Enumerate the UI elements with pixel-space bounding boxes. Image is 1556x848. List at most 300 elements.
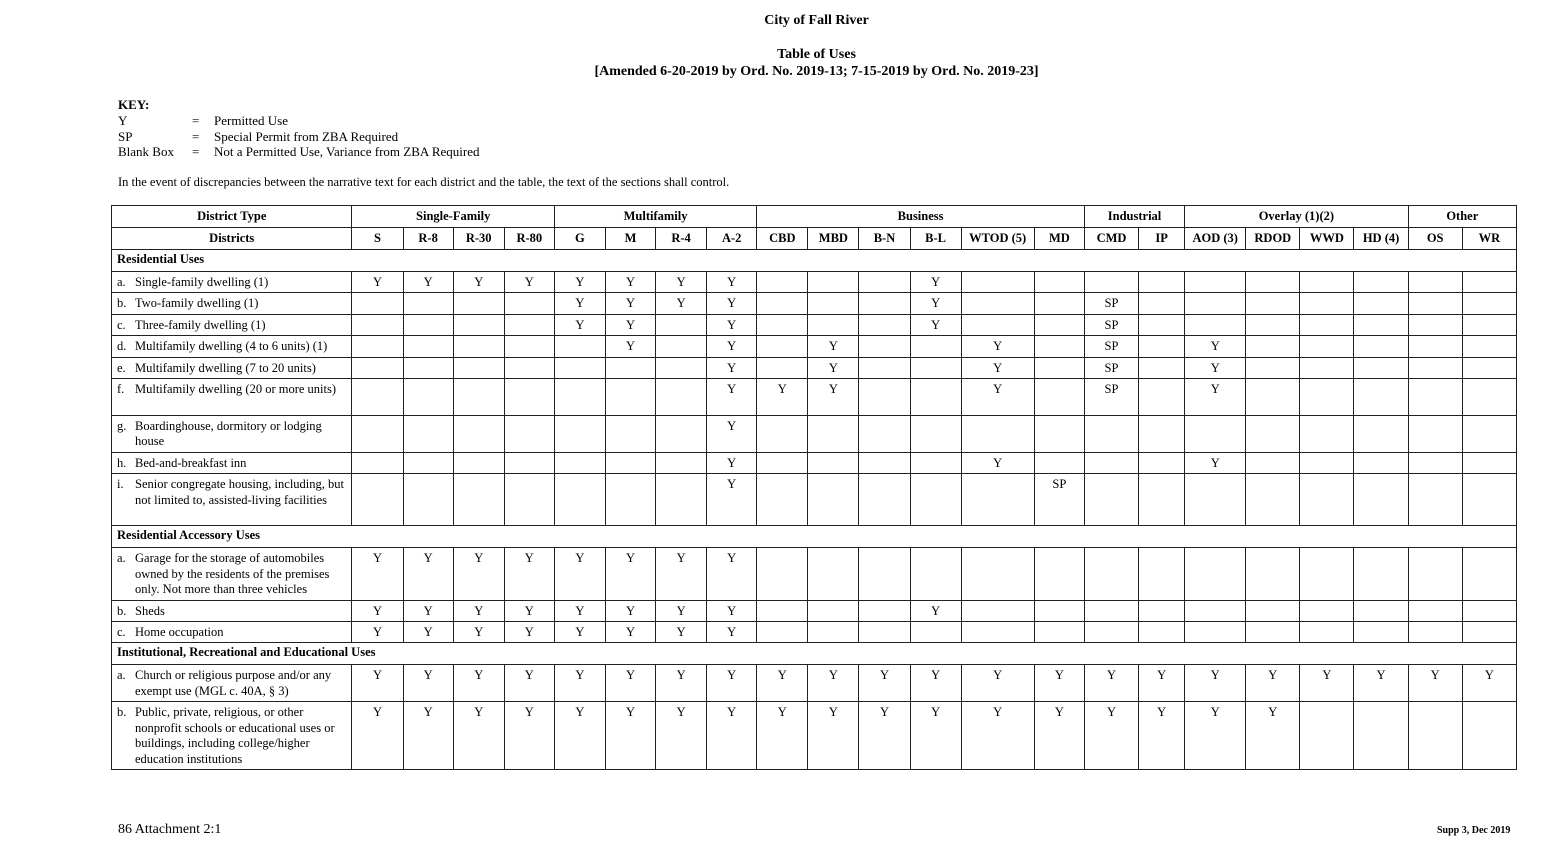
permission-cell: Y	[707, 357, 757, 378]
permission-cell	[1185, 622, 1246, 643]
key-equals: =	[192, 113, 200, 128]
permission-cell	[910, 357, 961, 378]
permission-cell: Y	[910, 600, 961, 621]
permission-cell: Y	[554, 702, 605, 770]
permission-cell	[1139, 416, 1185, 453]
permission-cell	[504, 357, 554, 378]
district-group-header: Single-Family	[352, 206, 554, 228]
permission-cell	[504, 314, 554, 335]
use-letter: f.	[117, 382, 125, 397]
permission-cell: Y	[554, 600, 605, 621]
permission-cell	[808, 622, 859, 643]
permission-cell: Y	[1185, 357, 1246, 378]
permission-cell	[1462, 314, 1516, 335]
permission-cell	[504, 474, 554, 526]
permission-cell: Y	[605, 314, 655, 335]
permission-cell	[1408, 293, 1462, 314]
permission-cell	[757, 622, 808, 643]
permission-cell	[1139, 293, 1185, 314]
use-description: Boardinghouse, dormitory or lodging house	[135, 419, 322, 449]
permission-cell	[504, 379, 554, 416]
use-description: Multifamily dwelling (4 to 6 units) (1)	[135, 339, 328, 354]
permission-cell	[910, 474, 961, 526]
permission-cell	[859, 548, 910, 600]
permission-cell: Y	[352, 600, 403, 621]
permission-cell: Y	[656, 665, 707, 702]
permission-cell	[808, 453, 859, 474]
permission-cell	[910, 336, 961, 357]
use-letter: c.	[117, 625, 126, 640]
permission-cell	[1462, 293, 1516, 314]
section-row	[112, 643, 1517, 665]
permission-cell	[1408, 453, 1462, 474]
permission-cell: Y	[605, 548, 655, 600]
permission-cell	[605, 357, 655, 378]
permission-cell	[757, 474, 808, 526]
permission-cell	[757, 336, 808, 357]
permission-cell	[1034, 600, 1084, 621]
permission-cell	[757, 453, 808, 474]
permission-cell: Y	[961, 702, 1034, 770]
districts-label: Districts	[112, 228, 352, 250]
permission-cell	[1139, 622, 1185, 643]
district-column-header: M	[605, 228, 655, 250]
supplement-label: Supp 3, Dec 2019	[1437, 825, 1511, 836]
permission-cell	[453, 314, 504, 335]
permission-cell: Y	[707, 379, 757, 416]
permission-cell: Y	[453, 600, 504, 621]
permission-cell	[1034, 453, 1084, 474]
permission-cell	[1246, 293, 1300, 314]
use-description: Multifamily dwelling (20 or more units)	[135, 382, 337, 397]
permission-cell: Y	[910, 272, 961, 293]
permission-cell	[859, 272, 910, 293]
district-column-header: RDOD	[1246, 228, 1300, 250]
permission-cell	[961, 548, 1034, 600]
permission-cell: Y	[961, 336, 1034, 357]
permission-cell: Y	[757, 702, 808, 770]
permission-cell	[403, 416, 453, 453]
permission-cell	[453, 379, 504, 416]
permission-cell	[554, 379, 605, 416]
permission-cell: Y	[1185, 665, 1246, 702]
city-title: City of Fall River	[764, 13, 869, 28]
permission-cell	[1300, 379, 1354, 416]
key-equals: =	[192, 128, 200, 144]
district-column-header: WTOD (5)	[961, 228, 1034, 250]
permission-cell: Y	[554, 622, 605, 643]
permission-cell	[757, 357, 808, 378]
permission-cell	[1408, 702, 1462, 770]
permission-cell	[453, 453, 504, 474]
permission-cell	[1139, 314, 1185, 335]
permission-cell	[859, 379, 910, 416]
permission-cell	[656, 357, 707, 378]
permission-cell	[1246, 357, 1300, 378]
permission-cell	[605, 416, 655, 453]
permission-cell: Y	[352, 702, 403, 770]
permission-cell	[1139, 336, 1185, 357]
permission-cell: Y	[554, 272, 605, 293]
permission-cell: Y	[504, 600, 554, 621]
permission-cell	[808, 474, 859, 526]
permission-cell	[1462, 453, 1516, 474]
use-letter: b.	[117, 296, 127, 311]
permission-cell	[1354, 600, 1408, 621]
district-column-header: B-N	[859, 228, 910, 250]
use-letter: b.	[117, 705, 127, 720]
permission-cell	[554, 453, 605, 474]
permission-cell	[1408, 379, 1462, 416]
discrepancy-note: In the event of discrepancies between the narrative text for each district and the table, the text of the sections shall control.	[118, 175, 730, 189]
permission-cell: Y	[1185, 379, 1246, 416]
permission-cell: Y	[910, 314, 961, 335]
permission-cell	[1354, 622, 1408, 643]
district-column-header: A-2	[707, 228, 757, 250]
permission-cell	[1408, 600, 1462, 621]
permission-cell	[656, 416, 707, 453]
use-description: Sheds	[135, 603, 165, 618]
permission-cell	[1300, 548, 1354, 600]
district-type-label: District Type	[112, 206, 352, 228]
permission-cell	[1246, 272, 1300, 293]
permission-cell	[1354, 702, 1408, 770]
key-description: Not a Permitted Use, Variance from ZBA Required	[214, 144, 480, 159]
use-label-cell	[112, 416, 352, 453]
permission-cell: Y	[403, 600, 453, 621]
permission-cell	[1354, 336, 1408, 357]
permission-cell	[1185, 474, 1246, 526]
permission-cell	[1084, 548, 1138, 600]
use-description: Senior congregate housing, including, but not limited to, assisted-living facilities	[135, 477, 344, 507]
permission-cell	[1034, 416, 1084, 453]
permission-cell: Y	[707, 293, 757, 314]
permission-cell	[403, 379, 453, 416]
permission-cell	[453, 336, 504, 357]
permission-cell	[453, 293, 504, 314]
permission-cell	[1034, 622, 1084, 643]
permission-cell	[1034, 357, 1084, 378]
table-row	[112, 702, 1517, 770]
key-heading: KEY:	[118, 97, 150, 112]
permission-cell: Y	[707, 314, 757, 335]
permission-cell: Y	[707, 416, 757, 453]
permission-cell	[910, 548, 961, 600]
permission-cell	[1408, 314, 1462, 335]
use-label-cell	[112, 665, 352, 702]
permission-cell	[1246, 600, 1300, 621]
permission-cell: Y	[808, 702, 859, 770]
use-label-cell	[112, 293, 352, 314]
use-letter: c.	[117, 317, 126, 332]
key-code: SP	[118, 128, 133, 144]
permission-cell	[859, 416, 910, 453]
permission-cell	[1354, 416, 1408, 453]
use-label-cell	[112, 453, 352, 474]
permission-cell	[961, 314, 1034, 335]
table-row	[112, 293, 1517, 314]
use-label-cell	[112, 548, 352, 600]
permission-cell	[1300, 622, 1354, 643]
permission-cell	[453, 357, 504, 378]
permission-cell	[1300, 416, 1354, 453]
permission-cell	[352, 453, 403, 474]
permission-cell	[656, 314, 707, 335]
permission-cell: Y	[656, 548, 707, 600]
permission-cell: Y	[504, 548, 554, 600]
permission-cell	[1462, 357, 1516, 378]
use-description: Garage for the storage of automobiles owned by the residents of the premises only. Not more than three vehicles	[135, 551, 330, 597]
permission-cell	[1408, 357, 1462, 378]
permission-cell	[1462, 622, 1516, 643]
use-description: Bed-and-breakfast inn	[135, 456, 247, 471]
permission-cell	[403, 357, 453, 378]
use-description: Home occupation	[135, 625, 224, 640]
permission-cell	[554, 357, 605, 378]
table-row	[112, 665, 1517, 702]
permission-cell: Y	[707, 600, 757, 621]
key-description: Permitted Use	[214, 113, 289, 128]
permission-cell	[403, 474, 453, 526]
permission-cell	[1300, 453, 1354, 474]
permission-cell: Y	[1139, 702, 1185, 770]
permission-cell: SP	[1084, 293, 1138, 314]
permission-cell: SP	[1084, 379, 1138, 416]
permission-cell: Y	[605, 293, 655, 314]
permission-cell	[808, 293, 859, 314]
permission-cell: Y	[1034, 702, 1084, 770]
permission-cell	[352, 379, 403, 416]
permission-cell: Y	[1034, 665, 1084, 702]
permission-cell: Y	[453, 548, 504, 600]
permission-cell	[910, 379, 961, 416]
permission-cell	[1300, 474, 1354, 526]
permission-cell	[1462, 474, 1516, 526]
permission-cell	[403, 293, 453, 314]
permission-cell: Y	[605, 336, 655, 357]
page-title: Table of Uses	[777, 47, 856, 62]
permission-cell	[1139, 474, 1185, 526]
key-row	[118, 144, 479, 160]
table-row	[112, 474, 1517, 526]
permission-cell: Y	[656, 622, 707, 643]
district-group-header: Industrial	[1084, 206, 1184, 228]
permission-cell	[1084, 453, 1138, 474]
permission-cell: Y	[453, 622, 504, 643]
permission-cell	[1246, 336, 1300, 357]
permission-cell	[961, 293, 1034, 314]
key-code: Blank Box	[118, 144, 174, 159]
permission-cell	[1300, 702, 1354, 770]
use-letter: g.	[117, 419, 127, 434]
permission-cell: Y	[757, 665, 808, 702]
permission-cell	[504, 416, 554, 453]
permission-cell	[1354, 272, 1408, 293]
use-letter: a.	[117, 275, 126, 289]
permission-cell	[910, 416, 961, 453]
permission-cell: Y	[707, 665, 757, 702]
permission-cell	[910, 453, 961, 474]
use-description: Single-family dwelling (1)	[135, 275, 269, 289]
permission-cell	[1354, 314, 1408, 335]
district-type-header-row	[112, 206, 1517, 228]
permission-cell	[1139, 379, 1185, 416]
district-column-header: R-30	[453, 228, 504, 250]
permission-cell: Y	[808, 665, 859, 702]
use-description: Public, private, religious, or other nonprofit schools or educational uses or buildings, including college/higher education institutions	[135, 705, 335, 766]
permission-cell	[403, 453, 453, 474]
use-label-cell	[112, 336, 352, 357]
permission-cell: Y	[403, 622, 453, 643]
use-letter: a.	[117, 668, 126, 683]
permission-cell	[1246, 379, 1300, 416]
permission-cell	[859, 357, 910, 378]
permission-cell: Y	[656, 272, 707, 293]
permission-cell: Y	[504, 665, 554, 702]
permission-cell	[1139, 272, 1185, 293]
use-description: Three-family dwelling (1)	[135, 317, 266, 332]
key-row	[118, 113, 479, 129]
permission-cell	[1354, 379, 1408, 416]
permission-cell	[757, 600, 808, 621]
permission-cell	[1139, 548, 1185, 600]
districts-header-row	[112, 228, 1517, 250]
table-row	[112, 548, 1517, 600]
permission-cell: Y	[961, 379, 1034, 416]
permission-cell	[808, 314, 859, 335]
permission-cell	[808, 548, 859, 600]
permission-cell: Y	[352, 272, 403, 293]
permission-cell	[1462, 336, 1516, 357]
permission-cell	[656, 474, 707, 526]
permission-cell: Y	[1246, 665, 1300, 702]
table-row	[112, 314, 1517, 335]
permission-cell: Y	[1185, 453, 1246, 474]
permission-cell	[1034, 272, 1084, 293]
permission-cell: Y	[403, 548, 453, 600]
permission-cell: Y	[504, 622, 554, 643]
permission-cell	[403, 336, 453, 357]
permission-cell	[1084, 272, 1138, 293]
use-letter: e.	[117, 360, 126, 375]
permission-cell	[1185, 272, 1246, 293]
use-label-cell	[112, 474, 352, 526]
permission-cell: Y	[453, 702, 504, 770]
permission-cell	[656, 336, 707, 357]
use-label-cell	[112, 702, 352, 770]
permission-cell: Y	[961, 357, 1034, 378]
permission-cell	[1084, 416, 1138, 453]
section-title: Residential Accessory Uses	[112, 526, 1517, 548]
table-row	[112, 416, 1517, 453]
permission-cell: Y	[605, 665, 655, 702]
permission-cell	[1246, 314, 1300, 335]
district-column-header: OS	[1408, 228, 1462, 250]
permission-cell	[1084, 474, 1138, 526]
permission-cell	[352, 293, 403, 314]
district-group-header: Overlay (1)(2)	[1185, 206, 1408, 228]
permission-cell	[1139, 453, 1185, 474]
table-row	[112, 453, 1517, 474]
use-description: Two-family dwelling (1)	[135, 296, 259, 311]
permission-cell: SP	[1084, 336, 1138, 357]
permission-cell	[961, 272, 1034, 293]
permission-cell: Y	[403, 702, 453, 770]
permission-cell	[1246, 474, 1300, 526]
permission-cell	[504, 293, 554, 314]
use-letter: h.	[117, 456, 127, 471]
key-equals: =	[192, 144, 200, 159]
permission-cell: Y	[1246, 702, 1300, 770]
permission-cell: Y	[554, 293, 605, 314]
permission-cell: Y	[605, 600, 655, 621]
permission-cell	[1185, 600, 1246, 621]
district-column-header: R-4	[656, 228, 707, 250]
use-label-cell	[112, 272, 352, 293]
permission-cell	[1246, 548, 1300, 600]
permission-cell	[352, 416, 403, 453]
permission-cell	[808, 272, 859, 293]
district-group-header: Other	[1408, 206, 1516, 228]
permission-cell	[961, 416, 1034, 453]
permission-cell	[1034, 293, 1084, 314]
use-label-cell	[112, 622, 352, 643]
permission-cell	[605, 379, 655, 416]
permission-cell	[554, 416, 605, 453]
key-row	[118, 129, 479, 145]
district-column-header: CMD	[1084, 228, 1138, 250]
permission-cell: Y	[605, 702, 655, 770]
permission-cell	[1354, 453, 1408, 474]
permission-cell	[352, 357, 403, 378]
section-title: Residential Uses	[112, 250, 1517, 272]
permission-cell: Y	[961, 453, 1034, 474]
permission-cell	[1354, 293, 1408, 314]
permission-cell	[403, 314, 453, 335]
district-group-header: Multifamily	[554, 206, 756, 228]
district-group-header: Business	[757, 206, 1085, 228]
permission-cell	[808, 600, 859, 621]
permission-cell: Y	[1185, 702, 1246, 770]
district-column-header: IP	[1139, 228, 1185, 250]
permission-cell	[1354, 474, 1408, 526]
permission-cell	[352, 314, 403, 335]
permission-cell: SP	[1084, 314, 1138, 335]
permission-cell	[352, 336, 403, 357]
permission-cell: Y	[504, 702, 554, 770]
permission-cell	[1354, 357, 1408, 378]
use-label-cell	[112, 379, 352, 416]
permission-cell	[1246, 622, 1300, 643]
permission-cell: Y	[707, 336, 757, 357]
uses-table	[111, 205, 1517, 770]
permission-cell: Y	[656, 702, 707, 770]
permission-cell	[1408, 336, 1462, 357]
use-label-cell	[112, 357, 352, 378]
key-description: Special Permit from ZBA Required	[214, 128, 399, 144]
permission-cell: Y	[403, 272, 453, 293]
permission-cell	[1462, 600, 1516, 621]
permission-cell: Y	[605, 622, 655, 643]
permission-cell	[1300, 357, 1354, 378]
district-column-header: WWD	[1300, 228, 1354, 250]
district-column-header: G	[554, 228, 605, 250]
permission-cell	[1300, 314, 1354, 335]
permission-cell	[1139, 600, 1185, 621]
permission-cell: Y	[403, 665, 453, 702]
permission-cell	[554, 474, 605, 526]
district-column-header: S	[352, 228, 403, 250]
